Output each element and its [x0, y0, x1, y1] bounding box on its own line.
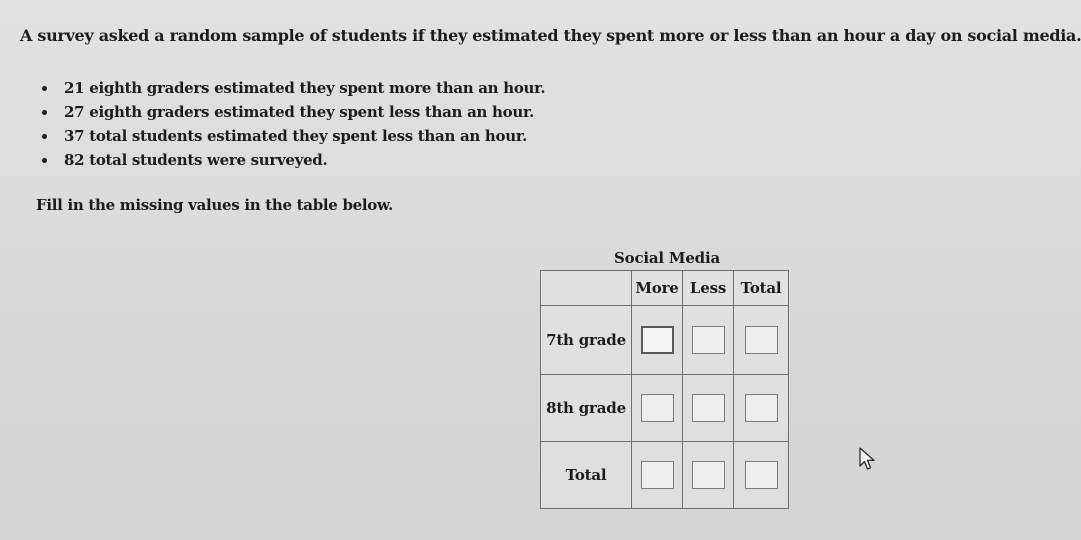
- table-corner-cell: [541, 271, 632, 306]
- fact-item: [42, 100, 545, 124]
- fact-text: 82 total students were surveyed.: [64, 151, 328, 169]
- column-header-total: Total: [734, 271, 789, 306]
- row-header-7th-grade: 7th grade: [541, 306, 632, 375]
- cell-8th-total: [734, 375, 789, 442]
- fact-item: [42, 148, 545, 172]
- two-way-table: [540, 270, 789, 509]
- question-intro: A survey asked a random sample of students if they estimated they spent more or less than an hour a day on social media.: [20, 26, 1081, 45]
- cell-total-total: [734, 442, 789, 509]
- answer-input-total-more[interactable]: [641, 461, 674, 489]
- fact-text: 37 total students estimated they spent less than an hour.: [64, 127, 527, 145]
- answer-input-7th-more[interactable]: [641, 326, 674, 354]
- cell-7th-more: [632, 306, 683, 375]
- answer-input-total-total[interactable]: [745, 461, 778, 489]
- column-header-less: Less: [683, 271, 734, 306]
- column-header-more: More: [632, 271, 683, 306]
- row-header-total: Total: [541, 442, 632, 509]
- answer-input-8th-more[interactable]: [641, 394, 674, 422]
- fact-item: [42, 124, 545, 148]
- bullet-icon: [42, 110, 47, 115]
- row-header-8th-grade: 8th grade: [541, 375, 632, 442]
- fact-list: [42, 76, 545, 172]
- table-title: Social Media: [614, 249, 720, 267]
- cell-total-more: [632, 442, 683, 509]
- bullet-icon: [42, 134, 47, 139]
- cell-8th-less: [683, 375, 734, 442]
- bullet-icon: [42, 158, 47, 163]
- answer-input-8th-less[interactable]: [692, 394, 725, 422]
- bullet-icon: [42, 86, 47, 91]
- table-row-total: [541, 442, 789, 509]
- instruction-text: Fill in the missing values in the table below.: [36, 196, 394, 214]
- answer-input-8th-total[interactable]: [745, 394, 778, 422]
- answer-input-total-less[interactable]: [692, 461, 725, 489]
- mouse-pointer-icon: [857, 446, 881, 474]
- cell-7th-total: [734, 306, 789, 375]
- fact-text: 27 eighth graders estimated they spent less than an hour.: [64, 103, 535, 121]
- table-row-8th-grade: [541, 375, 789, 442]
- answer-input-7th-less[interactable]: [692, 326, 725, 354]
- table-header-row: [541, 271, 789, 306]
- cell-7th-less: [683, 306, 734, 375]
- table-row-7th-grade: [541, 306, 789, 375]
- cell-total-less: [683, 442, 734, 509]
- fact-text: 21 eighth graders estimated they spent more than an hour.: [64, 79, 546, 97]
- fact-item: [42, 76, 545, 100]
- cell-8th-more: [632, 375, 683, 442]
- answer-input-7th-total[interactable]: [745, 326, 778, 354]
